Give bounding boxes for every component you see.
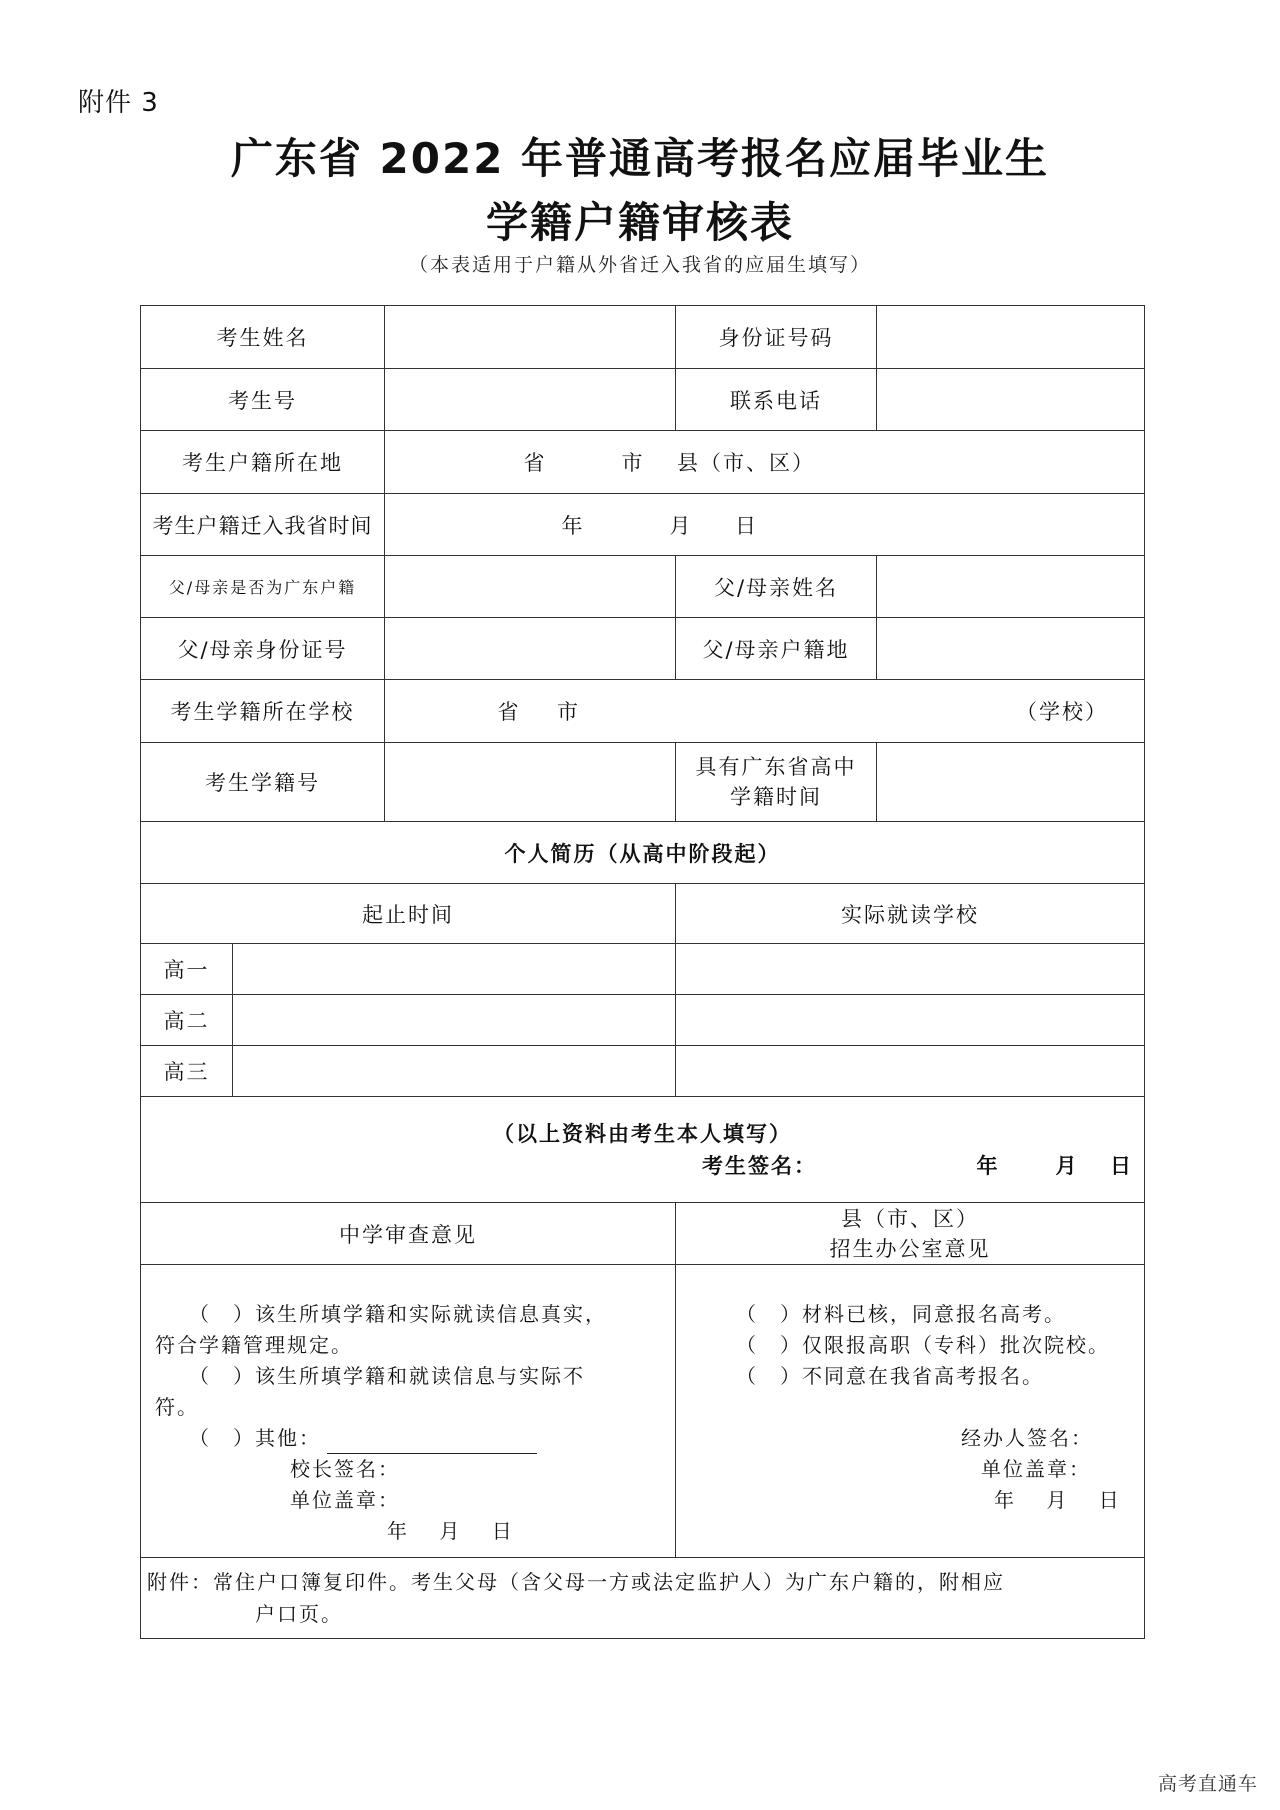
grade3-school-field[interactable]	[676, 1046, 1145, 1097]
exam-number-label: 考生号	[141, 369, 385, 431]
school-review-date: 年 月 日	[387, 1519, 514, 1543]
school-option-1a[interactable]: （ ）该生所填学籍和实际就读信息真实，	[189, 1302, 607, 1326]
county-seal-label: 单位盖章：	[981, 1457, 1091, 1481]
county-review-date: 年 月 日	[994, 1488, 1121, 1512]
grade-label: 高二	[141, 995, 233, 1046]
grade2-period-field[interactable]	[233, 995, 676, 1046]
form-subtitle: （本表适用于户籍从外省迁入我省的应届生填写）	[408, 254, 871, 276]
grade2-school-field[interactable]	[676, 995, 1145, 1046]
hukou-location-field[interactable]	[385, 431, 1145, 494]
attachment-note-line1: 附件：常住户口簿复印件。考生父母（含父母一方或法定监护人）为广东户籍的，附相应	[147, 1570, 1005, 1594]
attachment-label: 附件 3	[78, 88, 159, 118]
parent-name-label: 父/母亲姓名	[676, 556, 877, 618]
hukou-location-label: 考生户籍所在地	[141, 431, 385, 494]
exam-number-field[interactable]	[385, 369, 676, 431]
county-option-2[interactable]: （ ）仅限报高职（专科）批次院校。	[736, 1333, 1110, 1357]
sign-day-text: 日	[1110, 1153, 1133, 1178]
parent-id-field[interactable]	[385, 618, 676, 680]
parent-id-label: 父/母亲身份证号	[141, 618, 385, 680]
day-text: 日	[735, 513, 758, 538]
migration-time-field[interactable]	[385, 494, 1145, 556]
school-review-body[interactable]	[141, 1265, 676, 1558]
id-number-label: 身份证号码	[676, 306, 877, 369]
county-heading-line1: 县（市、区）	[841, 1206, 979, 1231]
school-suffix-text: （学校）	[1016, 700, 1108, 724]
province-text: 省	[523, 451, 547, 475]
gd-enrollment-time-label	[676, 743, 877, 822]
county-option-1[interactable]: （ ）材料已核，同意报名高考。	[736, 1302, 1066, 1326]
phone-label: 联系电话	[676, 369, 877, 431]
name-field[interactable]	[385, 306, 676, 369]
county-heading-line2: 招生办公室意见	[829, 1236, 991, 1261]
gd-enrollment-time-label-line2: 学籍时间	[730, 785, 822, 809]
attachment-note	[141, 1558, 1145, 1639]
county-text: 县（市、区）	[677, 451, 815, 475]
student-number-field[interactable]	[385, 743, 676, 822]
parent-name-field[interactable]	[877, 556, 1145, 618]
id-number-field[interactable]	[877, 306, 1145, 369]
grade-label: 高三	[141, 1046, 233, 1097]
principal-signature-label: 校长签名：	[290, 1457, 400, 1481]
table-row	[141, 944, 1145, 995]
county-review-heading	[676, 1203, 1145, 1265]
parent-guangdong-label: 父/母亲是否为广东户籍	[141, 556, 385, 618]
table-row	[141, 995, 1145, 1046]
gd-enrollment-time-field[interactable]	[877, 743, 1145, 822]
month-text: 月	[669, 513, 693, 538]
gd-enrollment-time-label-line1: 具有广东省高中	[695, 755, 857, 779]
parent-hukou-label: 父/母亲户籍地	[676, 618, 877, 680]
table-row	[141, 1046, 1145, 1097]
school-city-text: 市	[557, 700, 580, 724]
review-form-table	[140, 305, 1145, 1639]
city-text: 市	[621, 451, 645, 475]
phone-field[interactable]	[877, 369, 1145, 431]
year-text: 年	[561, 513, 585, 538]
school-label: 考生学籍所在学校	[141, 680, 385, 743]
grade-label: 高一	[141, 944, 233, 995]
resume-heading: 个人简历（从高中阶段起）	[141, 822, 1145, 884]
handler-signature-label: 经办人签名：	[961, 1426, 1093, 1450]
grade1-period-field[interactable]	[233, 944, 676, 995]
name-label: 考生姓名	[141, 306, 385, 369]
school-option-1b: 符合学籍管理规定。	[155, 1333, 353, 1357]
watermark-text: 高考直通车	[1157, 1773, 1258, 1795]
form-title-line1: 广东省 2022 年普通高考报名应届毕业生	[230, 134, 1050, 183]
parent-hukou-field[interactable]	[877, 618, 1145, 680]
school-review-heading: 中学审查意见	[141, 1203, 676, 1265]
sign-year-text: 年	[976, 1153, 1000, 1178]
school-option-other[interactable]: （ ）其他：	[189, 1426, 321, 1450]
self-fill-section	[141, 1097, 1145, 1203]
grade3-period-field[interactable]	[233, 1046, 676, 1097]
school-option-2a[interactable]: （ ）该生所填学籍和就读信息与实际不	[189, 1364, 585, 1388]
student-number-label: 考生学籍号	[141, 743, 385, 822]
resume-school-header: 实际就读学校	[676, 884, 1145, 944]
other-reason-field[interactable]	[327, 1431, 537, 1454]
grade1-school-field[interactable]	[676, 944, 1145, 995]
school-seal-label: 单位盖章：	[290, 1488, 400, 1512]
sign-month-text: 月	[1055, 1153, 1079, 1178]
county-option-3[interactable]: （ ）不同意在我省高考报名。	[736, 1364, 1044, 1388]
school-field[interactable]	[385, 680, 1145, 743]
resume-period-header: 起止时间	[141, 884, 676, 944]
self-fill-note: （以上资料由考生本人填写）	[493, 1121, 792, 1146]
school-option-2b: 符。	[155, 1395, 199, 1419]
migration-time-label: 考生户籍迁入我省时间	[141, 494, 385, 556]
student-signature-label: 考生签名：	[702, 1153, 817, 1178]
county-review-body[interactable]	[676, 1265, 1145, 1558]
parent-guangdong-field[interactable]	[385, 556, 676, 618]
school-province-text: 省	[497, 700, 521, 724]
attachment-note-line2: 户口页。	[255, 1602, 343, 1626]
form-title-line2: 学籍户籍审核表	[485, 198, 794, 247]
